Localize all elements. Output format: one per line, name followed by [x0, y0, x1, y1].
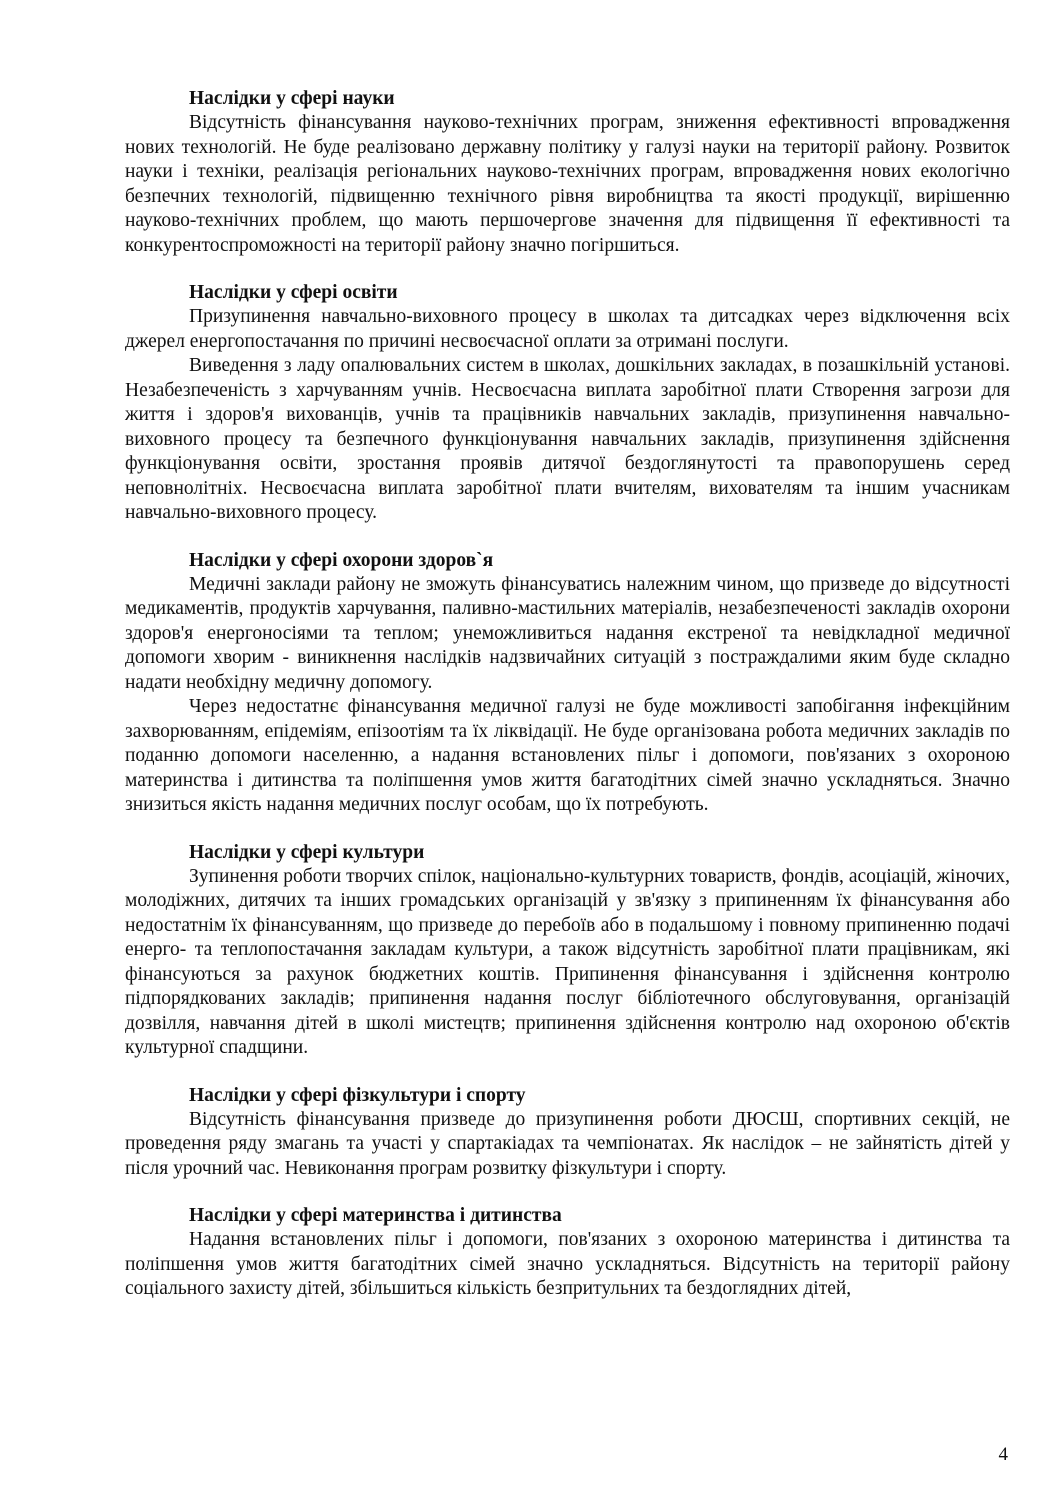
section-education [125, 280, 1010, 526]
section-paragraph: Відсутність фінансування призведе до призупинення роботи ДЮСШ, спортивних секцій, не проведення ряду змагань та участі у спартакіадах та чемпіонатах. Як наслідок – не зайнятість дітей у після урочний час. Невиконання програм розвитку фізкультури і спорту. [125, 1108, 1010, 1179]
section-science [125, 86, 1010, 258]
section-heading: Наслідки у сфері материнства і дитинства [189, 1205, 562, 1226]
section-healthcare [125, 548, 1010, 818]
section-motherhood [125, 1203, 1010, 1302]
page-number: 4 [998, 1444, 1008, 1465]
section-heading: Наслідки у сфері освіти [189, 282, 398, 303]
document-page [125, 86, 1010, 1324]
section-culture [125, 840, 1010, 1061]
section-paragraph: Медичні заклади району не зможуть фінансуватись належним чином, що призведе до відсутності медикаментів, продуктів харчування, паливно-мастильних матеріалів, незабезпеченості закладів охорони здоров'я енергоносіями та теплом; унеможливиться надання екстреної та невідкладної медичної допомоги хворим - виникнення наслідків надзвичайних ситуацій з постраждалими яким буде складно надати необхідну медичну допомогу. [125, 573, 1010, 693]
section-paragraph: Через недостатнє фінансування медичної галузі не буде можливості запобігання інфекційним захворюванням, епідеміям, епізоотіям та їх ліквідації. Не буде організована робота медичних закладів по поданню допомоги населенню, а надання встановлених пільг і допомоги, пов'язаних з охороною материнства і дитинства та поліпшення умов життя багатодітних сімей значно ускладняться. Значно знизиться якість надання медичних послуг особам, що їх потребують. [125, 696, 1010, 815]
section-heading: Наслідки у сфері культури [189, 841, 425, 863]
section-heading: Наслідки у сфері фізкультури і спорту [189, 1084, 526, 1106]
section-paragraph: Відсутність фінансування науково-технічних програм, зниження ефективності впровадження нових технологій. Не буде реалізовано державну політику у галузі науки на території району. Розвиток науки і техніки, реалізація регіональних науково-технічних програм, впровадження нових екологічно безпечних технологій, підвищенню технічного рівня виробництва та якості продукції, вирішенню науково-технічних проблем, що мають першочергове значення для підвищення її ефективності та конкурентоспроможності на території району значно погіршиться. [125, 112, 1010, 256]
section-heading: Наслідки у сфері охорони здоров`я [189, 549, 494, 571]
section-sport [125, 1083, 1010, 1182]
section-paragraph: Призупинення навчально-виховного процесу в школах та дитсадках через відключення всіх джерел енергопостачання по причині несвоєчасної оплати за отримані послуги. [125, 306, 1010, 352]
section-heading: Наслідки у сфері науки [189, 88, 395, 109]
section-paragraph: Виведення з ладу опалювальних систем в школах, дошкільних закладах, в позашкільній установі. Незабезпеченість з харчуванням учнів. Несвоєчасна виплата заробітної плати Створення загрози для життя і здоров'я вихованців, учнів та працівників навчальних закладів, призупинення навчально-виховного процесу та безпечного функціонування навчальних закладів, призупинення здійснення функціонування освіти, зростання проявів дитячої бездоглянутості та правопорушень серед неповнолітніх. Несвоєчасна виплата заробітної плати вчителям, вихователям та іншим учасникам навчально-виховного процесу. [125, 355, 1010, 523]
section-paragraph: Зупинення роботи творчих спілок, національно-культурних товариств, фондів, асоціацій, жіночих, молодіжних, дитячих та інших громадських організацій у зв'язку з припиненням їх фінансування або недостатнім їх фінансуванням, що призведе до перебоїв або в подальшому і повному припиненню подачі енерго- та теплопостачання закладам культури, а також відсутність заробітної плати працівникам, які фінансуються за рахунок бюджетних коштів. Припинення фінансування і здійснення контролю підпорядкованих закладів; припинення надання послуг бібліотечного обслуговування, організацій дозвілля, навчання дітей в школі мистецтв; припинення здійснення контролю над охороною об'єктів культурної спадщини. [125, 865, 1010, 1058]
section-paragraph: Надання встановлених пільг і допомоги, пов'язаних з охороною материнства і дитинства та поліпшення умов життя багатодітних сімей значно ускладняться. Відсутність на території району соціального захисту дітей, збільшиться кількість безпритульних та бездоглядних дітей, [125, 1229, 1010, 1299]
